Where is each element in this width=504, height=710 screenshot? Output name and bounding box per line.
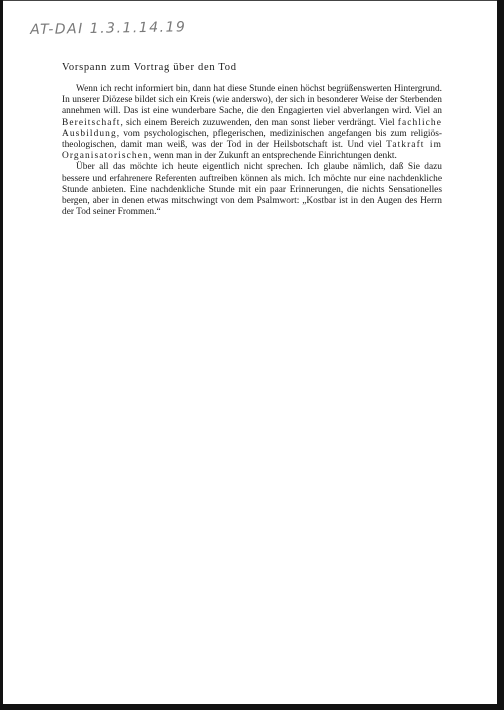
emphasis-fachliche-ausbildung: fachliche Ausbildung — [62, 117, 442, 139]
archive-reference-mark: AT-DAI 1.3.1.14.19 — [30, 19, 187, 38]
paragraph-1-text-2: , sich einem Bereich zuzuwenden, den man sonst lieber verdrängt. Viel — [120, 117, 398, 128]
paragraph-1-text-3: , vom psychologischen, pflegerischen, medizinischen angefangen bis zum religiös-theologischen, damit man weiß, was der Tod in der Heilsbotschaft ist. Und viel — [62, 128, 442, 151]
paragraph-1-text-1: Wenn ich recht informiert bin, dann hat diese Stunde einen höchst begrüßenswerten Hintergrund. In unserer Diözese bildet sich ein Kreis (wie anderswo), der sich in besonderer Weise der Sterbenden annehmen will. Das ist eine wunderbare Sache, die den Engagierten viel abverlangen wird. Viel an — [62, 84, 442, 117]
document-title: Vorspann zum Vortrag über den Tod — [62, 62, 237, 73]
scan-border-left — [0, 0, 3, 710]
scan-border-bottom — [0, 704, 504, 710]
paragraph-2: Über all das möchte ich heute eigentlich nicht sprechen. Ich glaube nämlich, daß Sie dazu bessere und erfahrenere Referenten auftreiben können als mich. Ich möchte nur eine nachdenkliche Stunde anbieten. Eine nachdenkliche Stunde mit ein paar Erinnerungen, die nichts Sensationelles bergen, aber in denen etwas mitschwingt von dem Psalmwort: „Kostbar ist in den Augen des Herrn der Tod seiner Frommen.“ — [62, 162, 442, 218]
paragraph-1-text-4: , wenn man in der Zukunft an entsprechende Einrichtungen denkt. — [148, 151, 397, 162]
emphasis-tatkraft: Tatkraft im Organisatorischen — [62, 140, 442, 162]
emphasis-bereitschaft: Bereitschaft — [62, 117, 121, 128]
scan-border-top — [0, 0, 504, 1]
scan-border-right — [497, 0, 504, 710]
paragraph-1 — [62, 84, 442, 162]
document-body — [62, 84, 442, 218]
